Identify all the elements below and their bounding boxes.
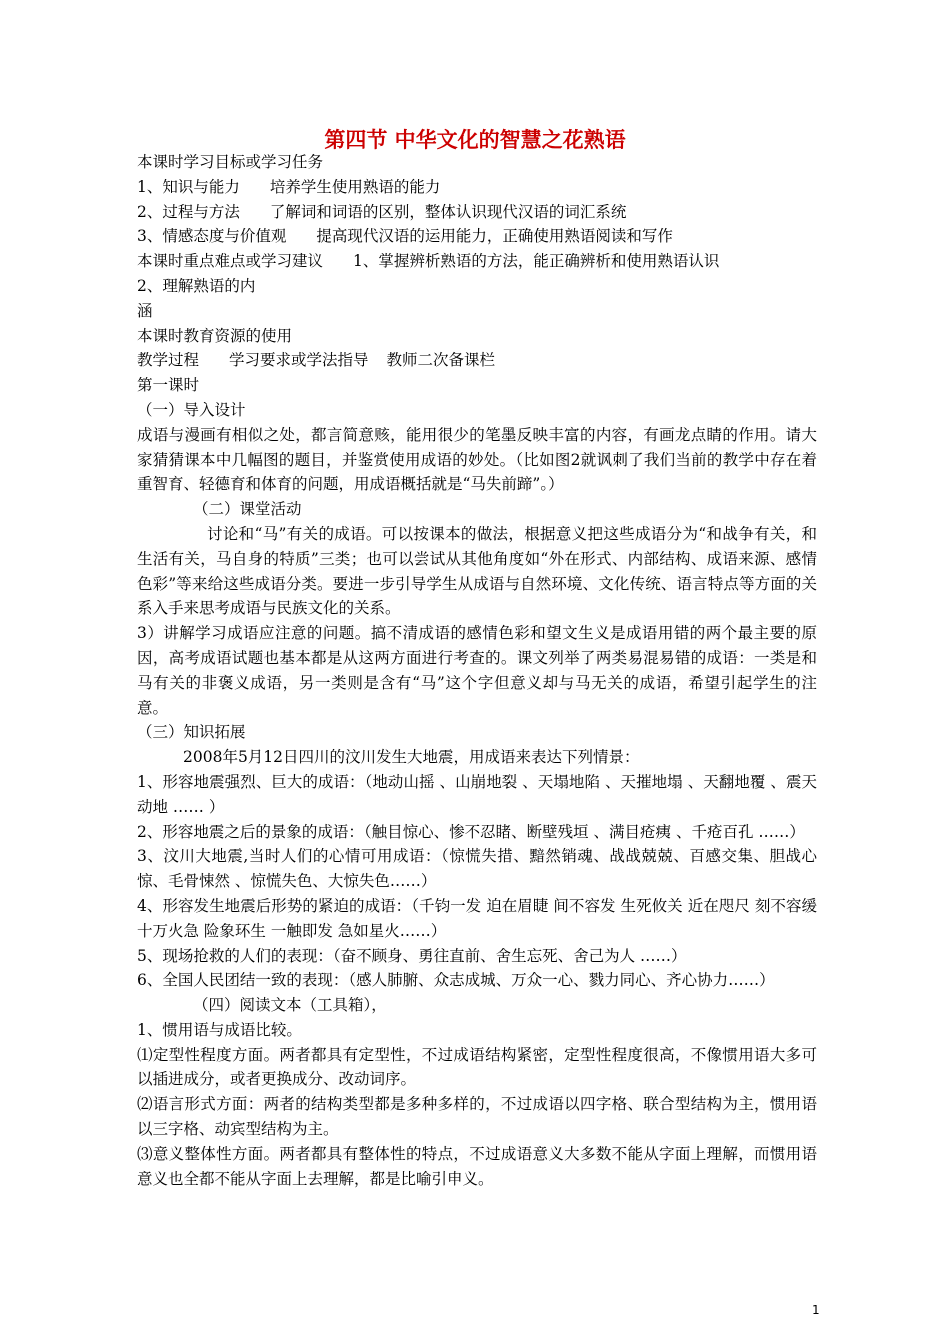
resource-heading: 本课时教育资源的使用 <box>137 326 293 345</box>
goal-3-text: 提高现代汉语的运用能力，正确使用熟语阅读和写作 <box>316 227 673 246</box>
list-item: 3、汶川大地震,当时人们的心情可用成语：（惊慌失措、黯然销魂、战战兢兢、百感交集、胆战心惊、毛骨悚然 、惊慌失色、大惊失色……） <box>137 847 817 891</box>
page-number: 1 <box>812 1303 820 1317</box>
goal-2 <box>137 200 817 225</box>
section-2-paragraph: 讨论和“马”有关的成语。可以按课本的做法，根据意义把这些成语分为“和战争有关，和生活有关，马自身的特质”三类；也可以尝试从其他角度如“外在形式、内部结构、成语来源、感情色彩”等来给这些成语分类。要进一步引导学生从成语与自然环境、文化传统、语言特点等方面的关系入手来思考成语与民族文化的关系。 <box>137 524 817 618</box>
key-points-text: 1、掌握辨析熟语的方法，能正确辨析和使用熟语认识 <box>353 252 720 271</box>
goal-3 <box>137 224 817 249</box>
key-points-line-3: 涵 <box>137 301 153 320</box>
list-item: 4、形容发生地震后形势的紧迫的成语：（千钧一发 迫在眉睫 间不容发 生死攸关 近在咫尺 刻不容缓 十万火急 险象环生 一触即发 急如星火……） <box>137 896 817 940</box>
section-4-subheading: 1、惯用语与成语比较。 <box>137 1020 302 1039</box>
list-item: ⑵语言形式方面：两者的结构类型都是多种多样的，不过成语以四字格、联合型结构为主，惯用语以三字格、动宾型结构为主。 <box>137 1095 817 1139</box>
page-title: 第四节 中华文化的智慧之花熟语 <box>324 128 626 152</box>
column-teaching-process: 教学过程 <box>137 351 200 370</box>
goal-1 <box>137 175 817 200</box>
section-2-heading: （二）课堂活动 <box>193 500 302 519</box>
list-item: ⑴定型性程度方面。两者都具有定型性，不过成语结构紧密，定型性程度很高，不像惯用语大多可以插进成分，或者更换成分、改动词序。 <box>137 1045 817 1089</box>
list-item: 2、形容地震之后的景象的成语：（触目惊心、惨不忍睹、断壁残垣 、满目疮痍 、千疮百孔 ……） <box>137 822 805 841</box>
goal-heading: 本课时学习目标或学习任务 <box>137 153 324 171</box>
section-1-heading: （一）导入设计 <box>137 400 246 419</box>
list-item: 5、现场抢救的人们的表现：（奋不顾身、勇往直前、舍生忘死、舍己为人 ……） <box>137 946 687 965</box>
key-points <box>137 249 817 274</box>
list-item: 6、全国人民团结一致的表现：（感人肺腑、众志成城、万众一心、戮力同心、齐心协力……） <box>137 971 775 990</box>
goal-2-text: 了解词和词语的区别，整体认识现代汉语的词汇系统 <box>269 202 627 221</box>
column-teacher-notes: 教师二次备课栏 <box>386 351 496 370</box>
column-headers <box>137 348 817 373</box>
goal-3-label: 3、情感态度与价值观 <box>137 227 287 246</box>
goal-2-label: 2、过程与方法 <box>137 202 240 221</box>
document-body <box>137 150 817 1191</box>
key-points-label: 本课时重点难点或学习建议 <box>137 252 324 271</box>
section-3-intro: 2008年5月12日四川的汶川发生大地震，用成语来表达下列情景： <box>183 748 640 767</box>
section-1-paragraph: 成语与漫画有相似之处，都言简意赅，能用很少的笔墨反映丰富的内容，有画龙点睛的作用。请大家猜猜课本中几幅图的题目，并鉴赏使用成语的妙处。（比如图2就讽刺了我们当前的教学中存在着重智育、轻德育和体育的问题，用成语概括就是“马失前蹄”。） <box>137 425 817 494</box>
goal-1-label: 1、知识与能力 <box>137 177 240 196</box>
column-learning-guidance: 学习要求或学法指导 <box>229 351 369 370</box>
list-item: ⑶意义整体性方面。两者都具有整体性的特点，不过成语意义大多数不能从字面上理解，而惯用语意义也全都不能从字面上去理解，都是比喻引申义。 <box>137 1144 817 1188</box>
section-3-heading: （三）知识拓展 <box>137 723 246 742</box>
list-item: 1、形容地震强烈、巨大的成语：（地动山摇 、山崩地裂 、天塌地陷 、天摧地塌 、天翻地覆 、震天动地 …… ） <box>137 772 817 816</box>
goal-1-text: 培养学生使用熟语的能力 <box>269 177 441 196</box>
key-points-line-2: 2、理解熟语的内 <box>137 276 256 295</box>
section-2-paragraph-3: 3）讲解学习成语应注意的问题。搞不清成语的感情色彩和望文生义是成语用错的两个最主要的原因，高考成语试题也基本都是从这两方面进行考查的。课文列举了两类易混易错的成语：一类是和马有关的非褒义成语，另一类则是含有“马”这个字但意义却与马无关的成语，希望引起学生的注意。 <box>137 624 817 717</box>
lesson-label: 第一课时 <box>137 376 200 395</box>
section-4-heading: （四）阅读文本（工具箱）， <box>193 996 387 1015</box>
